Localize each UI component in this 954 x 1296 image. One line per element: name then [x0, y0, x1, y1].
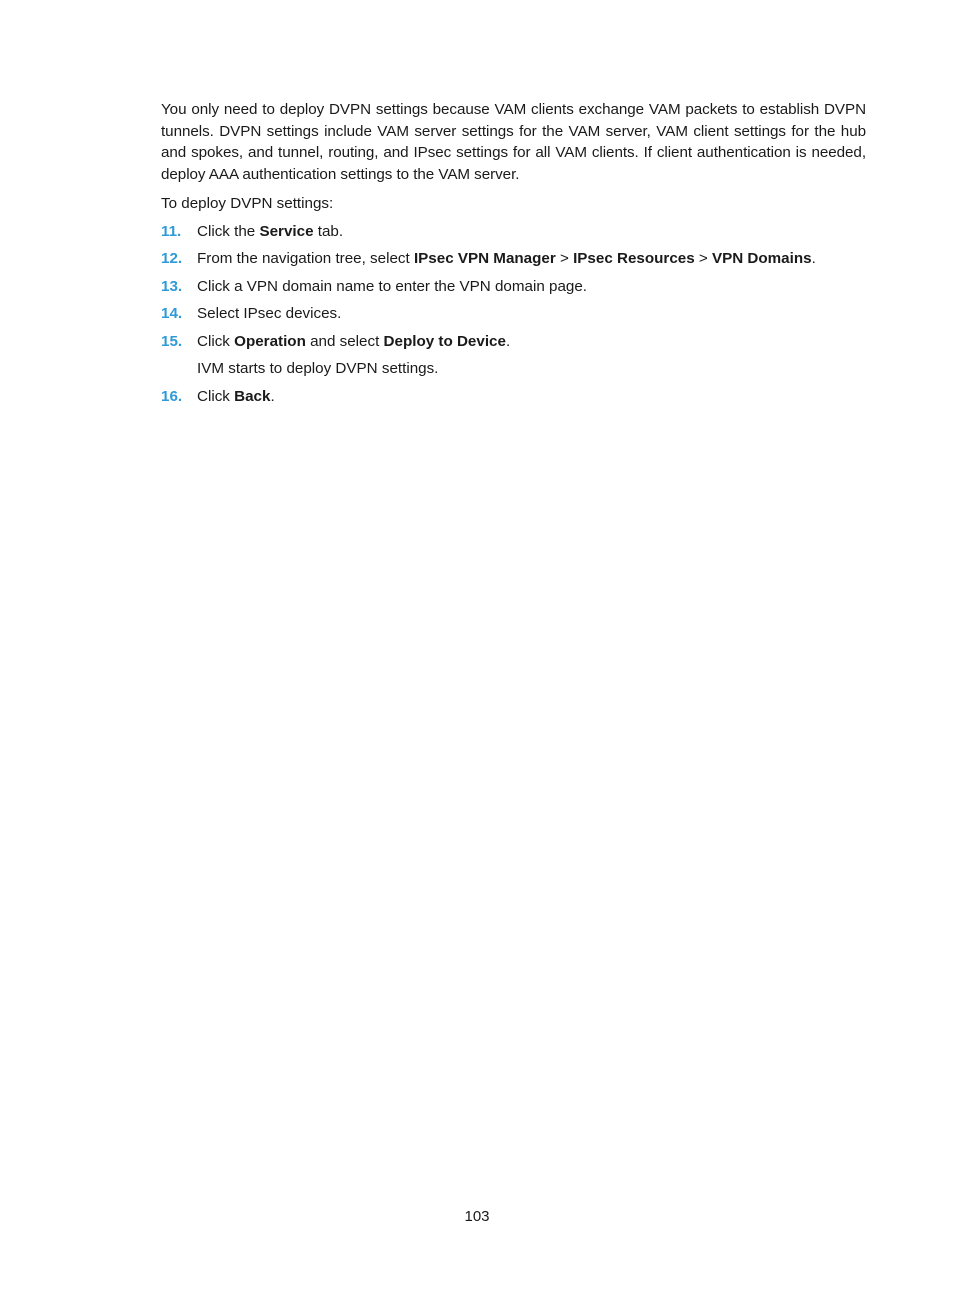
procedure-steps: [161, 221, 866, 408]
step-number: 13.: [161, 277, 183, 295]
ui-term-operation: Operation: [234, 332, 306, 350]
step-15: [161, 331, 866, 380]
step-number: 11.: [161, 222, 182, 240]
step-number: 12.: [161, 250, 183, 267]
path-separator: >: [694, 250, 712, 267]
step-text: Select IPsec devices.: [197, 305, 342, 322]
path-separator: >: [555, 250, 574, 267]
ui-term-service: Service: [259, 222, 314, 240]
step-16: [161, 386, 866, 408]
ui-term-back: Back: [234, 387, 271, 405]
step-11: [161, 221, 866, 243]
step-number: 16.: [161, 387, 183, 405]
step-text: From the navigation tree, select: [197, 250, 414, 267]
procedure-lead: To deploy DVPN settings:: [161, 195, 334, 212]
step-text: Click: [197, 332, 235, 350]
page-number: 103: [464, 1208, 490, 1225]
step-14: [161, 303, 866, 325]
ui-term-vpn-domains: VPN Domains: [711, 250, 812, 267]
step-text: .: [270, 387, 275, 405]
step-text: Click: [197, 387, 235, 405]
intro-paragraph: You only need to deploy DVPN settings because VAM clients exchange VAM packets to establish DVPN tunnels. DVPN settings include VAM server settings for the VAM server, VAM client settings for the hub and spokes, and tunnel, routing, and IPsec settings for all VAM clients. If client authentication is needed, deploy AAA authentication settings to the VAM server.: [161, 101, 866, 183]
step-text: .: [505, 332, 511, 350]
ui-term-deploy-to-device: Deploy to Device: [383, 332, 506, 350]
step-text: Click a VPN domain name to enter the VPN domain page.: [197, 277, 588, 295]
step-number: 14.: [161, 305, 183, 322]
ui-term-ipsec-vpn-manager: IPsec VPN Manager: [413, 250, 556, 267]
page-content: [161, 99, 866, 413]
step-text: Click the: [197, 222, 260, 240]
step-result-note: IVM starts to deploy DVPN settings.: [197, 360, 439, 377]
ui-term-ipsec-resources: IPsec Resources: [573, 250, 695, 267]
step-text: and select: [305, 332, 384, 350]
step-12: [161, 248, 866, 270]
step-text: tab.: [313, 222, 344, 240]
step-13: [161, 276, 866, 298]
step-text: .: [811, 250, 816, 267]
step-number: 15.: [161, 332, 183, 350]
